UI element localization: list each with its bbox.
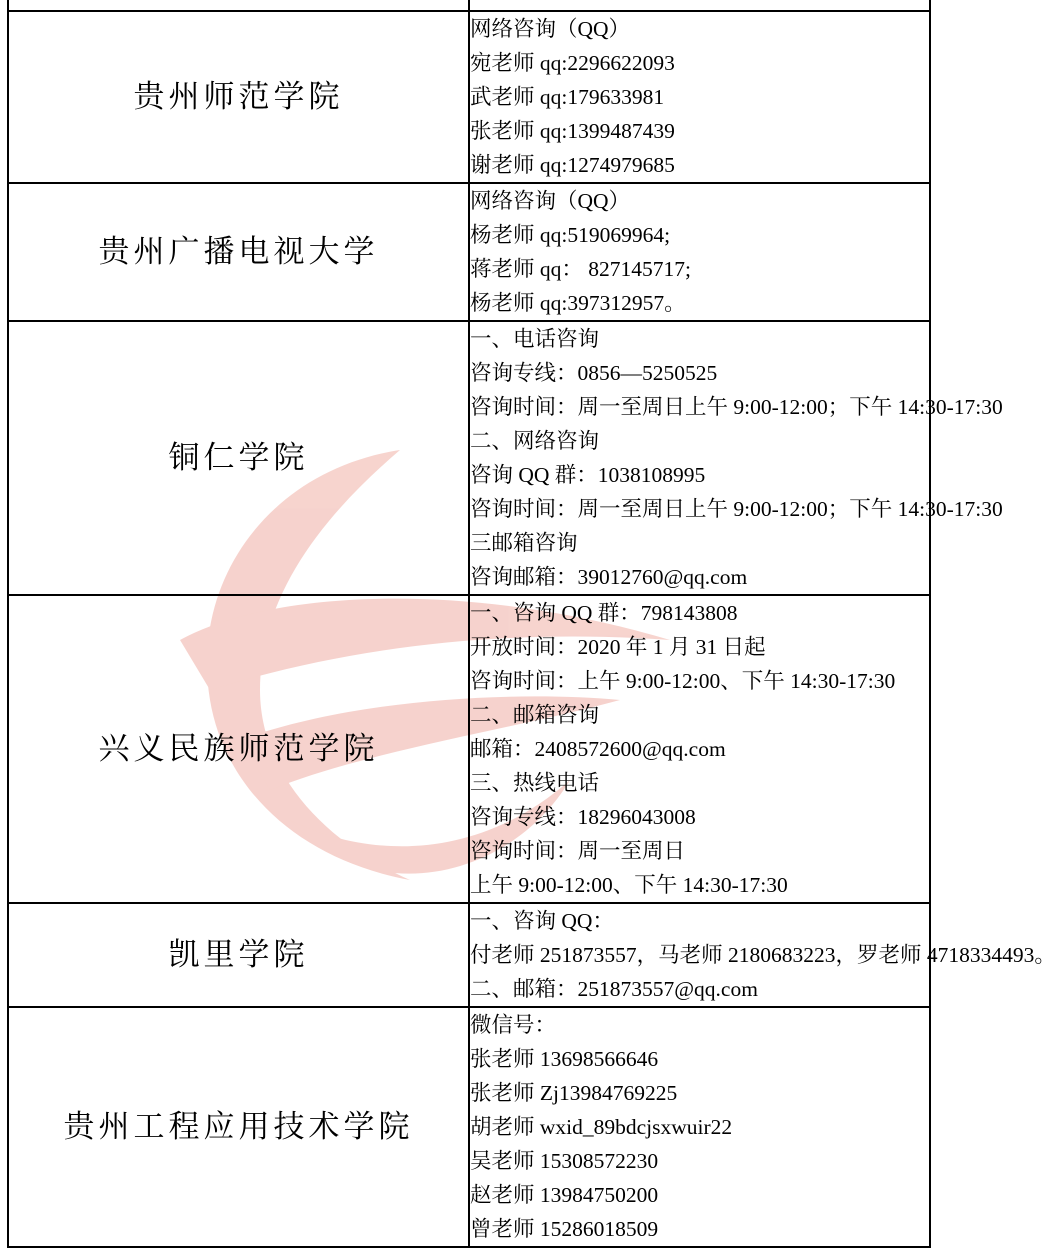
contact-table	[7, 0, 1056, 1248]
table-row	[8, 595, 930, 903]
info-line: 赵老师 13984750200	[470, 1183, 659, 1207]
table-top-row	[8, 0, 930, 11]
info-line: 一、咨询 QQ：	[470, 909, 614, 933]
table-row	[8, 183, 930, 321]
info-line: 杨老师 qq:397312957。	[470, 291, 686, 315]
top-right-cell	[469, 0, 930, 11]
contact-info	[469, 11, 930, 183]
info-line: 三、热线电话	[470, 771, 600, 795]
info-line: 咨询专线：18296043008	[470, 805, 696, 829]
info-line: 咨询时间：周一至周日	[470, 839, 686, 863]
info-line: 张老师 qq:1399487439	[470, 119, 675, 143]
school-name: 贵州广播电视大学	[8, 183, 469, 321]
school-name: 兴义民族师范学院	[8, 595, 469, 903]
info-line: 付老师 251873557，马老师 2180683223，罗老师 4718334493。	[470, 943, 1056, 967]
contact-info	[469, 321, 1003, 595]
info-line: 胡老师 wxid_89bdcjsxwuir22	[470, 1115, 733, 1139]
info-line: 谢老师 qq:1274979685	[470, 153, 675, 177]
info-line: 蒋老师 qq： 827145717;	[470, 257, 691, 281]
info-line: 咨询时间：周一至周日上午 9:00-12:00；下午 14:30-17:30	[470, 395, 1003, 419]
info-line: 咨询时间：上午 9:00-12:00、下午 14:30-17:30	[470, 669, 896, 693]
info-line: 三邮箱咨询	[470, 531, 578, 555]
contact-info	[469, 903, 1056, 1007]
info-line: 网络咨询（QQ）	[470, 17, 631, 41]
info-line: 一、咨询 QQ 群：798143808	[470, 601, 738, 625]
table-row	[8, 11, 930, 183]
school-name: 贵州师范学院	[8, 11, 469, 183]
top-left-cell	[8, 0, 469, 11]
info-line: 微信号：	[470, 1013, 557, 1037]
info-line: 张老师 Zj13984769225	[470, 1081, 678, 1105]
info-line: 咨询邮箱：39012760@qq.com	[470, 565, 748, 589]
info-line: 二、邮箱：251873557@qq.com	[470, 977, 758, 1001]
contact-info	[469, 183, 930, 321]
school-name: 贵州工程应用技术学院	[8, 1007, 469, 1247]
info-line: 一、电话咨询	[470, 327, 600, 351]
table-row	[8, 1007, 930, 1247]
contact-info	[469, 1007, 930, 1247]
school-name: 凯里学院	[8, 903, 469, 1007]
info-line: 咨询时间：周一至周日上午 9:00-12:00；下午 14:30-17:30	[470, 497, 1003, 521]
info-line: 二、邮箱咨询	[470, 703, 600, 727]
info-line: 邮箱：2408572600@qq.com	[470, 737, 726, 761]
contact-info	[469, 595, 930, 903]
info-line: 宛老师 qq:2296622093	[470, 51, 675, 75]
info-line: 武老师 qq:179633981	[470, 85, 665, 109]
info-line: 二、网络咨询	[470, 429, 600, 453]
school-name: 铜仁学院	[8, 321, 469, 595]
info-line: 张老师 13698566646	[470, 1047, 659, 1071]
info-line: 上午 9:00-12:00、下午 14:30-17:30	[470, 873, 788, 897]
info-line: 吴老师 15308572230	[470, 1149, 659, 1173]
table-row	[8, 903, 930, 1007]
info-line: 网络咨询（QQ）	[470, 189, 631, 213]
table-row	[8, 321, 930, 595]
info-line: 开放时间：2020 年 1 月 31 日起	[470, 635, 766, 659]
info-line: 曾老师 15286018509	[470, 1217, 659, 1241]
info-line: 咨询专线：0856—5250525	[470, 361, 718, 385]
info-line: 杨老师 qq:519069964;	[470, 223, 671, 247]
info-line: 咨询 QQ 群：1038108995	[470, 463, 706, 487]
